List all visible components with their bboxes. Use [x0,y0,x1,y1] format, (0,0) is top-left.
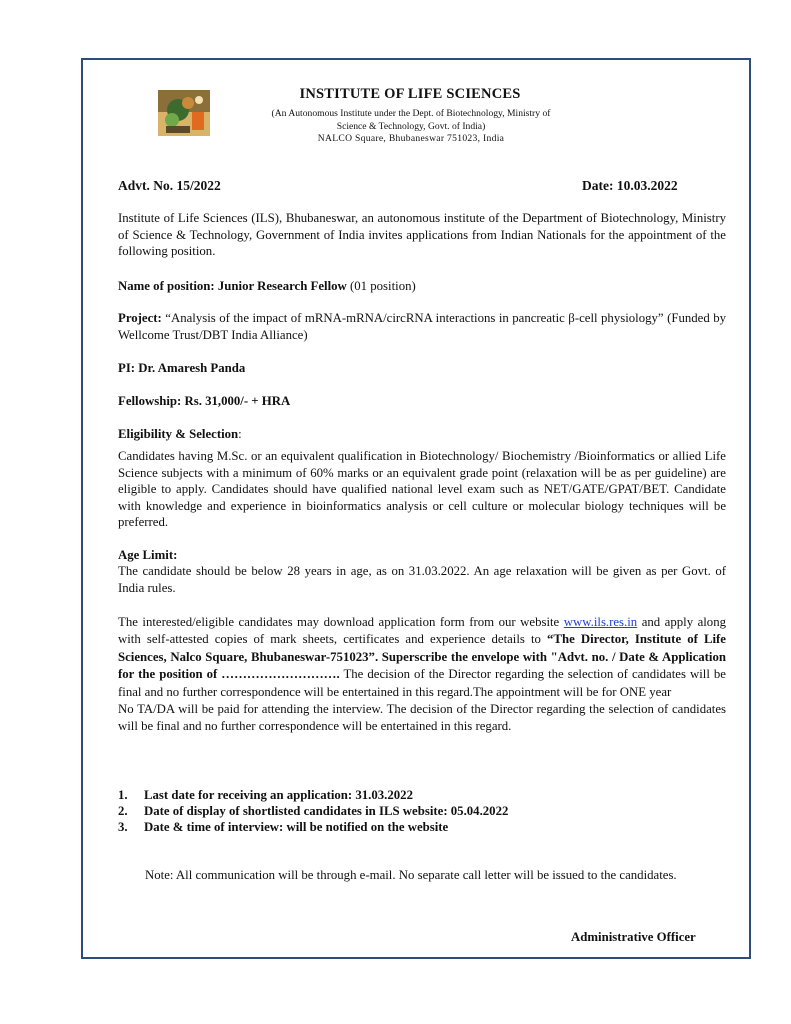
list-item: 2. Date of display of shortlisted candidates in ILS website: 05.04.2022 [118,804,509,818]
eligibility-colon: : [238,427,242,441]
position-value: Junior Research Fellow [217,279,347,293]
intro-paragraph: Institute of Life Sciences (ILS), Bhubaneswar, an autonomous institute of the Department of Biotechnology, Ministry of Science & Technology, Government of India invites applications from Indian Nationals for the appointment of the following position. [118,211,726,259]
apply-text-4: No TA/DA will be paid for attending the interview. The decision of the Director regarding the selection of candidates will be final and no further correspondence will be entertained in this regard. [118,702,726,734]
age-limit-paragraph: The candidate should be below 28 years in age, as on 31.03.2022. An age relaxation will be given as per Govt. of India rules. [118,564,726,595]
apply-text-1: The interested/eligible candidates may download application form from our website [118,615,564,629]
project-label: Project: [118,311,162,325]
subtitle-line-2: Science & Technology, Govt. of India) [336,120,486,132]
list-item: 3. Date & time of interview: will be notified on the website [118,820,449,834]
signature-designation: Administrative Officer [571,930,696,944]
apply-text-2: and apply along with self-attested copies of mark sheets, certificates and experience details to [118,615,727,647]
website-link[interactable]: www.ils.res.in [563,615,638,629]
project-paragraph [118,310,726,343]
list-item: 1. Last date for receiving an application: 31.03.2022 [118,788,413,802]
apply-text-3: The decision of the Director regarding the selection of candidates will be final and no further correspondence will be entertained in this regard.The appointment will be for ONE year [118,667,726,699]
position-count: (01 position) [346,279,416,293]
position-line [118,278,726,295]
pi-line: PI: Dr. Amaresh Panda [118,361,246,375]
subtitle-line-1: (An Autonomous Institute under the Dept. of Biotechnology, Ministry of [271,108,551,119]
advertisement-date: Date: 10.03.2022 [582,178,678,193]
position-label: Name of position: [118,279,215,293]
apply-address-bold: “The Director, Institute of Life Sciences, Nalco Square, Bhubaneswar-751023”. Superscribe the envelope with "Advt. no. / Date & Application for the position of ………………………. [118,632,726,682]
address-line: NALCO Square, Bhubaneswar 751023, India [317,133,505,144]
important-dates-list [118,787,508,835]
fellowship-line: Fellowship: Rs. 31,000/- + HRA [118,394,291,408]
advertisement-number: Advt. No. 15/2022 [118,178,221,193]
institute-title: INSTITUTE OF LIFE SCIENCES [299,86,521,102]
eligibility-paragraph: Candidates having M.Sc. or an equivalent qualification in Biotechnology/ Biochemistry /Bioinformatics or allied Life Science subjects with a minimum of 60% marks or an equivalent grade point (relaxation will be as per guideline) are eligible to apply. Candidates should have qualified national level exam such as NET/GATE/GPAT/BET. Candidate with knowledge and experience in bioinformatics analysis or cell culture or molecular biology techniques will be preferred. [118,449,726,530]
institute-logo [158,90,210,136]
project-text: “Analysis of the impact of mRNA-mRNA/circRNA interactions in pancreatic β-cell physiology” (Funded by Wellcome Trust/DBT India Alliance) [118,311,726,342]
age-limit-heading: Age Limit: [118,548,178,562]
eligibility-heading [118,426,726,443]
eligibility-heading-text: Eligibility & Selection [118,427,239,441]
application-paragraph [118,614,726,736]
institute-subtitle [252,108,570,146]
communication-note: Note: All communication will be through e-mail. No separate call letter will be issued to the candidates. [145,868,677,882]
